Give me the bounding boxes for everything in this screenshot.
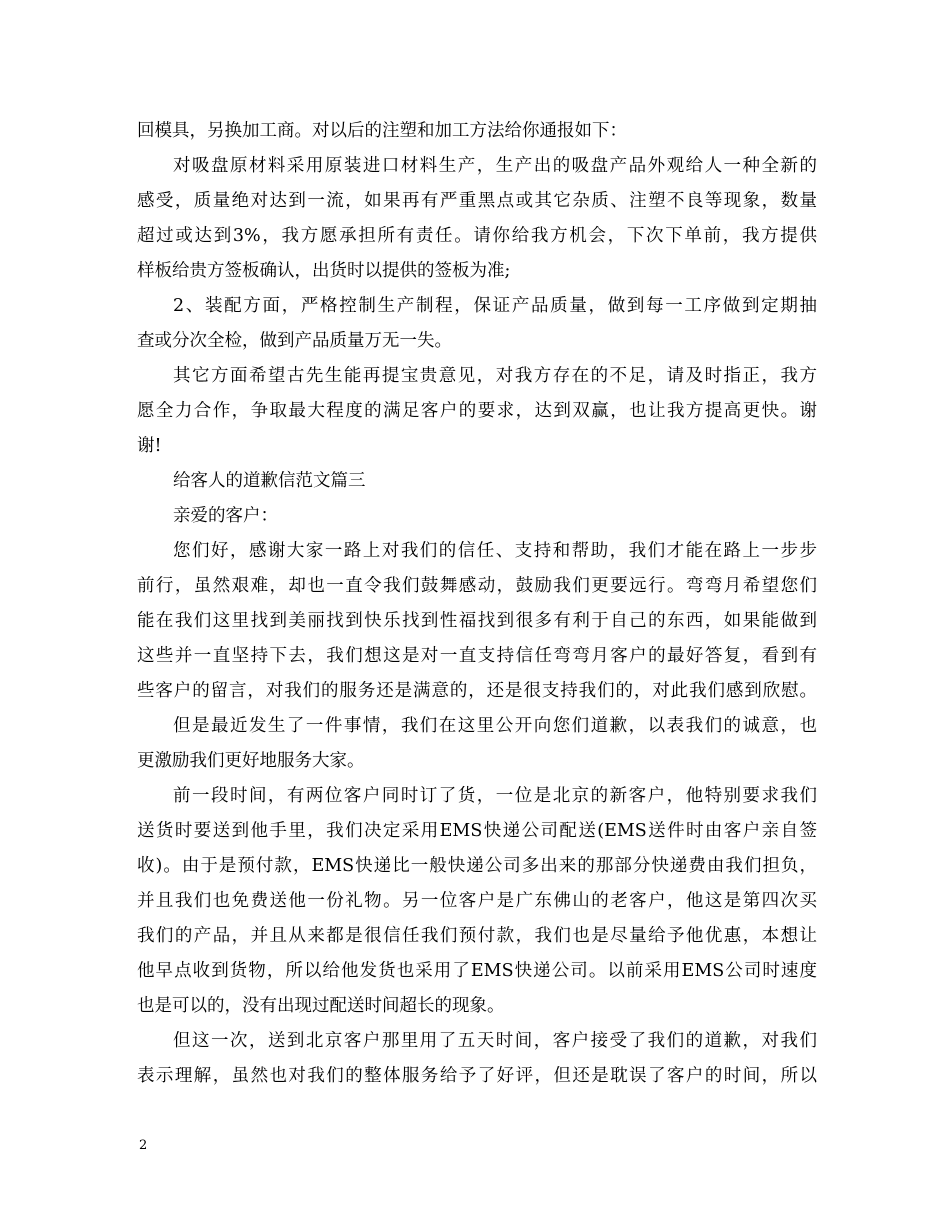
text-line: 并且我们也免费送他一份礼物。另一位客户是广东佛山的老客户，他这是第四次买 [137, 891, 817, 911]
text-line: 您们好，感谢大家一路上对我们的信任、支持和帮助，我们才能在路上一步步 [173, 541, 817, 561]
page-number: 2 [139, 1138, 148, 1153]
text-line: 也是可以的，没有出现过配送时间超长的现象。 [137, 996, 505, 1016]
text-line: 能在我们这里找到美丽找到快乐找到性福找到很多有利于自己的东西，如果能做到 [137, 611, 817, 631]
text-line: 感受，质量绝对达到一流，如果再有严重黑点或其它杂质、注塑不良等现象，数量 [137, 191, 817, 211]
text-line: 回模具，另换加工商。对以后的注塑和加工方法给你通报如下： [137, 121, 627, 141]
text-line: 这些并一直坚持下去，我们想这是对一直支持信任弯弯月客户的最好答复，看到有 [137, 646, 817, 666]
text-line: 前行，虽然艰难，却也一直令我们鼓舞感动，鼓励我们更要远行。弯弯月希望您们 [137, 576, 817, 596]
text-line: 样板给贵方签板确认，出货时以提供的签板为准; [137, 261, 511, 281]
text-line: 但这一次，送到北京客户那里用了五天时间，客户接受了我们的道歉，对我们 [173, 1031, 817, 1051]
text-line: 前一段时间，有两位客户同时订了货，一位是北京的新客户，他特别要求我们 [173, 786, 817, 806]
text-line: 2、装配方面，严格控制生产制程，保证产品质量，做到每一工序做到定期抽 [173, 296, 817, 316]
text-line: 对吸盘原材料采用原装进口材料生产，生产出的吸盘产品外观给人一种全新的 [173, 156, 817, 176]
text-line: 查或分次全检，做到产品质量万无一失。 [137, 331, 452, 351]
text-line: 我们的产品，并且从来都是很信任我们预付款，我们也是尽量给予他优惠，本想让 [137, 926, 817, 946]
salutation: 亲爱的客户： [173, 506, 278, 526]
text-line: 愿全力合作，争取最大程度的满足客户的要求，达到双赢，也让我方提高更快。谢 [137, 401, 817, 421]
text-line: 收)。由于是预付款，EMS快递比一般快递公司多出来的那部分快递费由我们担负， [137, 856, 817, 876]
text-line: 但是最近发生了一件事情，我们在这里公开向您们道歉，以表我们的诚意，也 [173, 716, 817, 736]
text-line: 些客户的留言，对我们的服务还是满意的，还是很支持我们的，对此我们感到欣慰。 [137, 681, 817, 701]
text-line: 超过或达到3%，我方愿承担所有责任。请你给我方机会，下次下单前，我方提供 [137, 226, 817, 246]
text-line: 其它方面希望古先生能再提宝贵意见，对我方存在的不足，请及时指正，我方 [173, 366, 817, 386]
text-line: 更激励我们更好地服务大家。 [137, 751, 365, 771]
text-line: 送货时要送到他手里，我们决定采用EMS快递公司配送(EMS送件时由客户亲自签 [137, 821, 817, 841]
section-heading: 给客人的道歉信范文篇三 [173, 471, 366, 491]
text-line: 谢! [137, 436, 162, 456]
text-line: 他早点收到货物，所以给他发货也采用了EMS快递公司。以前采用EMS公司时速度 [137, 961, 817, 981]
text-line: 表示理解，虽然也对我们的整体服务给予了好评，但还是耽误了客户的时间，所以 [137, 1066, 817, 1086]
